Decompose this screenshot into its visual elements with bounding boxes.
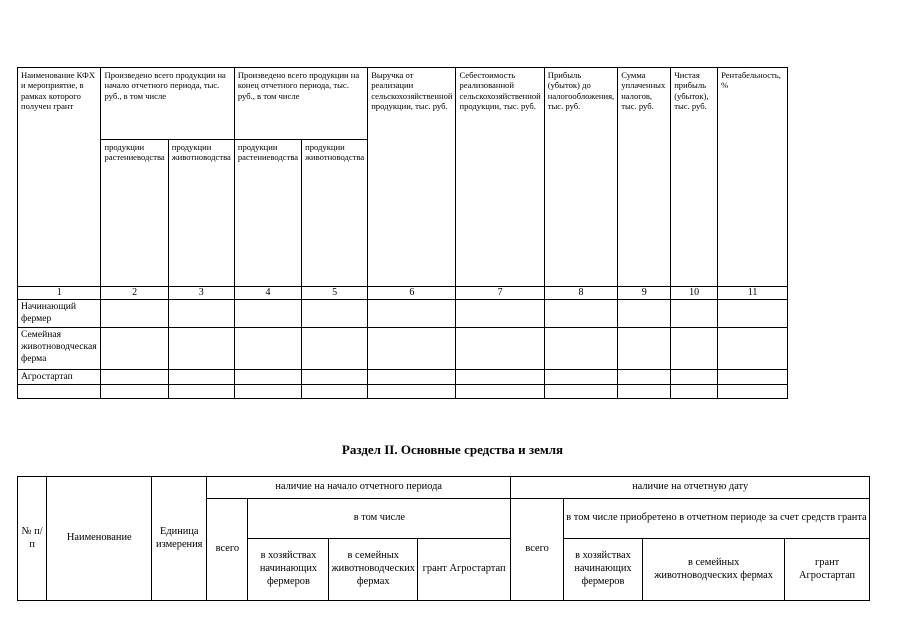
header-total-start: всего: [207, 499, 248, 601]
column-number: 4: [234, 287, 301, 300]
table-row: [18, 385, 788, 399]
header-num: № п/п: [18, 477, 47, 601]
column-number: 11: [718, 287, 788, 300]
header-livestock-end: продукции животноводства: [302, 140, 368, 287]
header-profitability: Рентабельность, %: [718, 68, 788, 287]
header-including: в том числе: [248, 499, 511, 539]
column-number: 7: [456, 287, 544, 300]
header-total-end: всего: [511, 499, 564, 601]
header-family-end: в семейных животноводческих фермах: [643, 539, 785, 601]
header-including-grant: в том числе приобретено в отчетном периоде за счет средств гранта: [563, 499, 869, 539]
financial-results-table: [17, 67, 788, 399]
column-number: 3: [168, 287, 234, 300]
column-number: 10: [671, 287, 718, 300]
header-taxes: Сумма уплаченных налогов, тыс. руб.: [618, 68, 671, 287]
section-title: Раздел II. Основные средства и земля: [341, 442, 564, 457]
header-name: Наименование: [47, 477, 152, 601]
header-name: Наименование КФХ и мероприятие, в рамках которого получен грант: [18, 68, 101, 287]
column-number: 2: [101, 287, 168, 300]
table-row: [18, 370, 788, 385]
column-number: 1: [18, 287, 101, 300]
header-profit: Прибыль (убыток) до налогообложения, тыс. руб.: [544, 68, 617, 287]
header-net-profit: Чистая прибыль (убыток), тыс. руб.: [671, 68, 718, 287]
header-report-date: наличие на отчетную дату: [511, 477, 870, 499]
header-crop-end: продукции растениеводства: [234, 140, 301, 287]
table-row: [18, 328, 788, 370]
column-number: 5: [302, 287, 368, 300]
header-agro-start: грант Агростартап: [417, 539, 510, 601]
fixed-assets-table: [17, 476, 870, 601]
header-livestock-start: продукции животноводства: [168, 140, 234, 287]
header-start-period: наличие на начало отчетного периода: [207, 477, 511, 499]
header-produced-end: Произведено всего продукции на конец отчетного периода, тыс. руб., в том числе: [234, 68, 367, 140]
row-label-empty: [18, 385, 101, 399]
column-number: 9: [618, 287, 671, 300]
header-crop-start: продукции растениеводства: [101, 140, 168, 287]
header-family-start: в семейных животноводческих фермах: [329, 539, 417, 601]
header-agro-end: грант Агростартап: [785, 539, 870, 601]
header-produced-start: Произведено всего продукции на начало отчетного периода, тыс. руб., в том числе: [101, 68, 234, 140]
column-number: 6: [368, 287, 456, 300]
header-beginner-start: в хозяйствах начинающих фермеров: [248, 539, 329, 601]
header-unit: Единица измерения: [152, 477, 207, 601]
header-revenue: Выручка от реализации сельскохозяйственной продукции, тыс. руб.: [368, 68, 456, 287]
row-label-family-farm: Семейная животноводческая ферма: [18, 328, 101, 370]
table-row: [18, 300, 788, 328]
row-label-beginner-farmer: Начинающий фермер: [18, 300, 101, 328]
header-beginner-end: в хозяйствах начинающих фермеров: [563, 539, 642, 601]
header-cost: Себестоимость реализованной сельскохозяйственной продукции, тыс. руб.: [456, 68, 544, 287]
column-number: 8: [544, 287, 617, 300]
row-label-agrostartap: Агростартап: [18, 370, 101, 385]
